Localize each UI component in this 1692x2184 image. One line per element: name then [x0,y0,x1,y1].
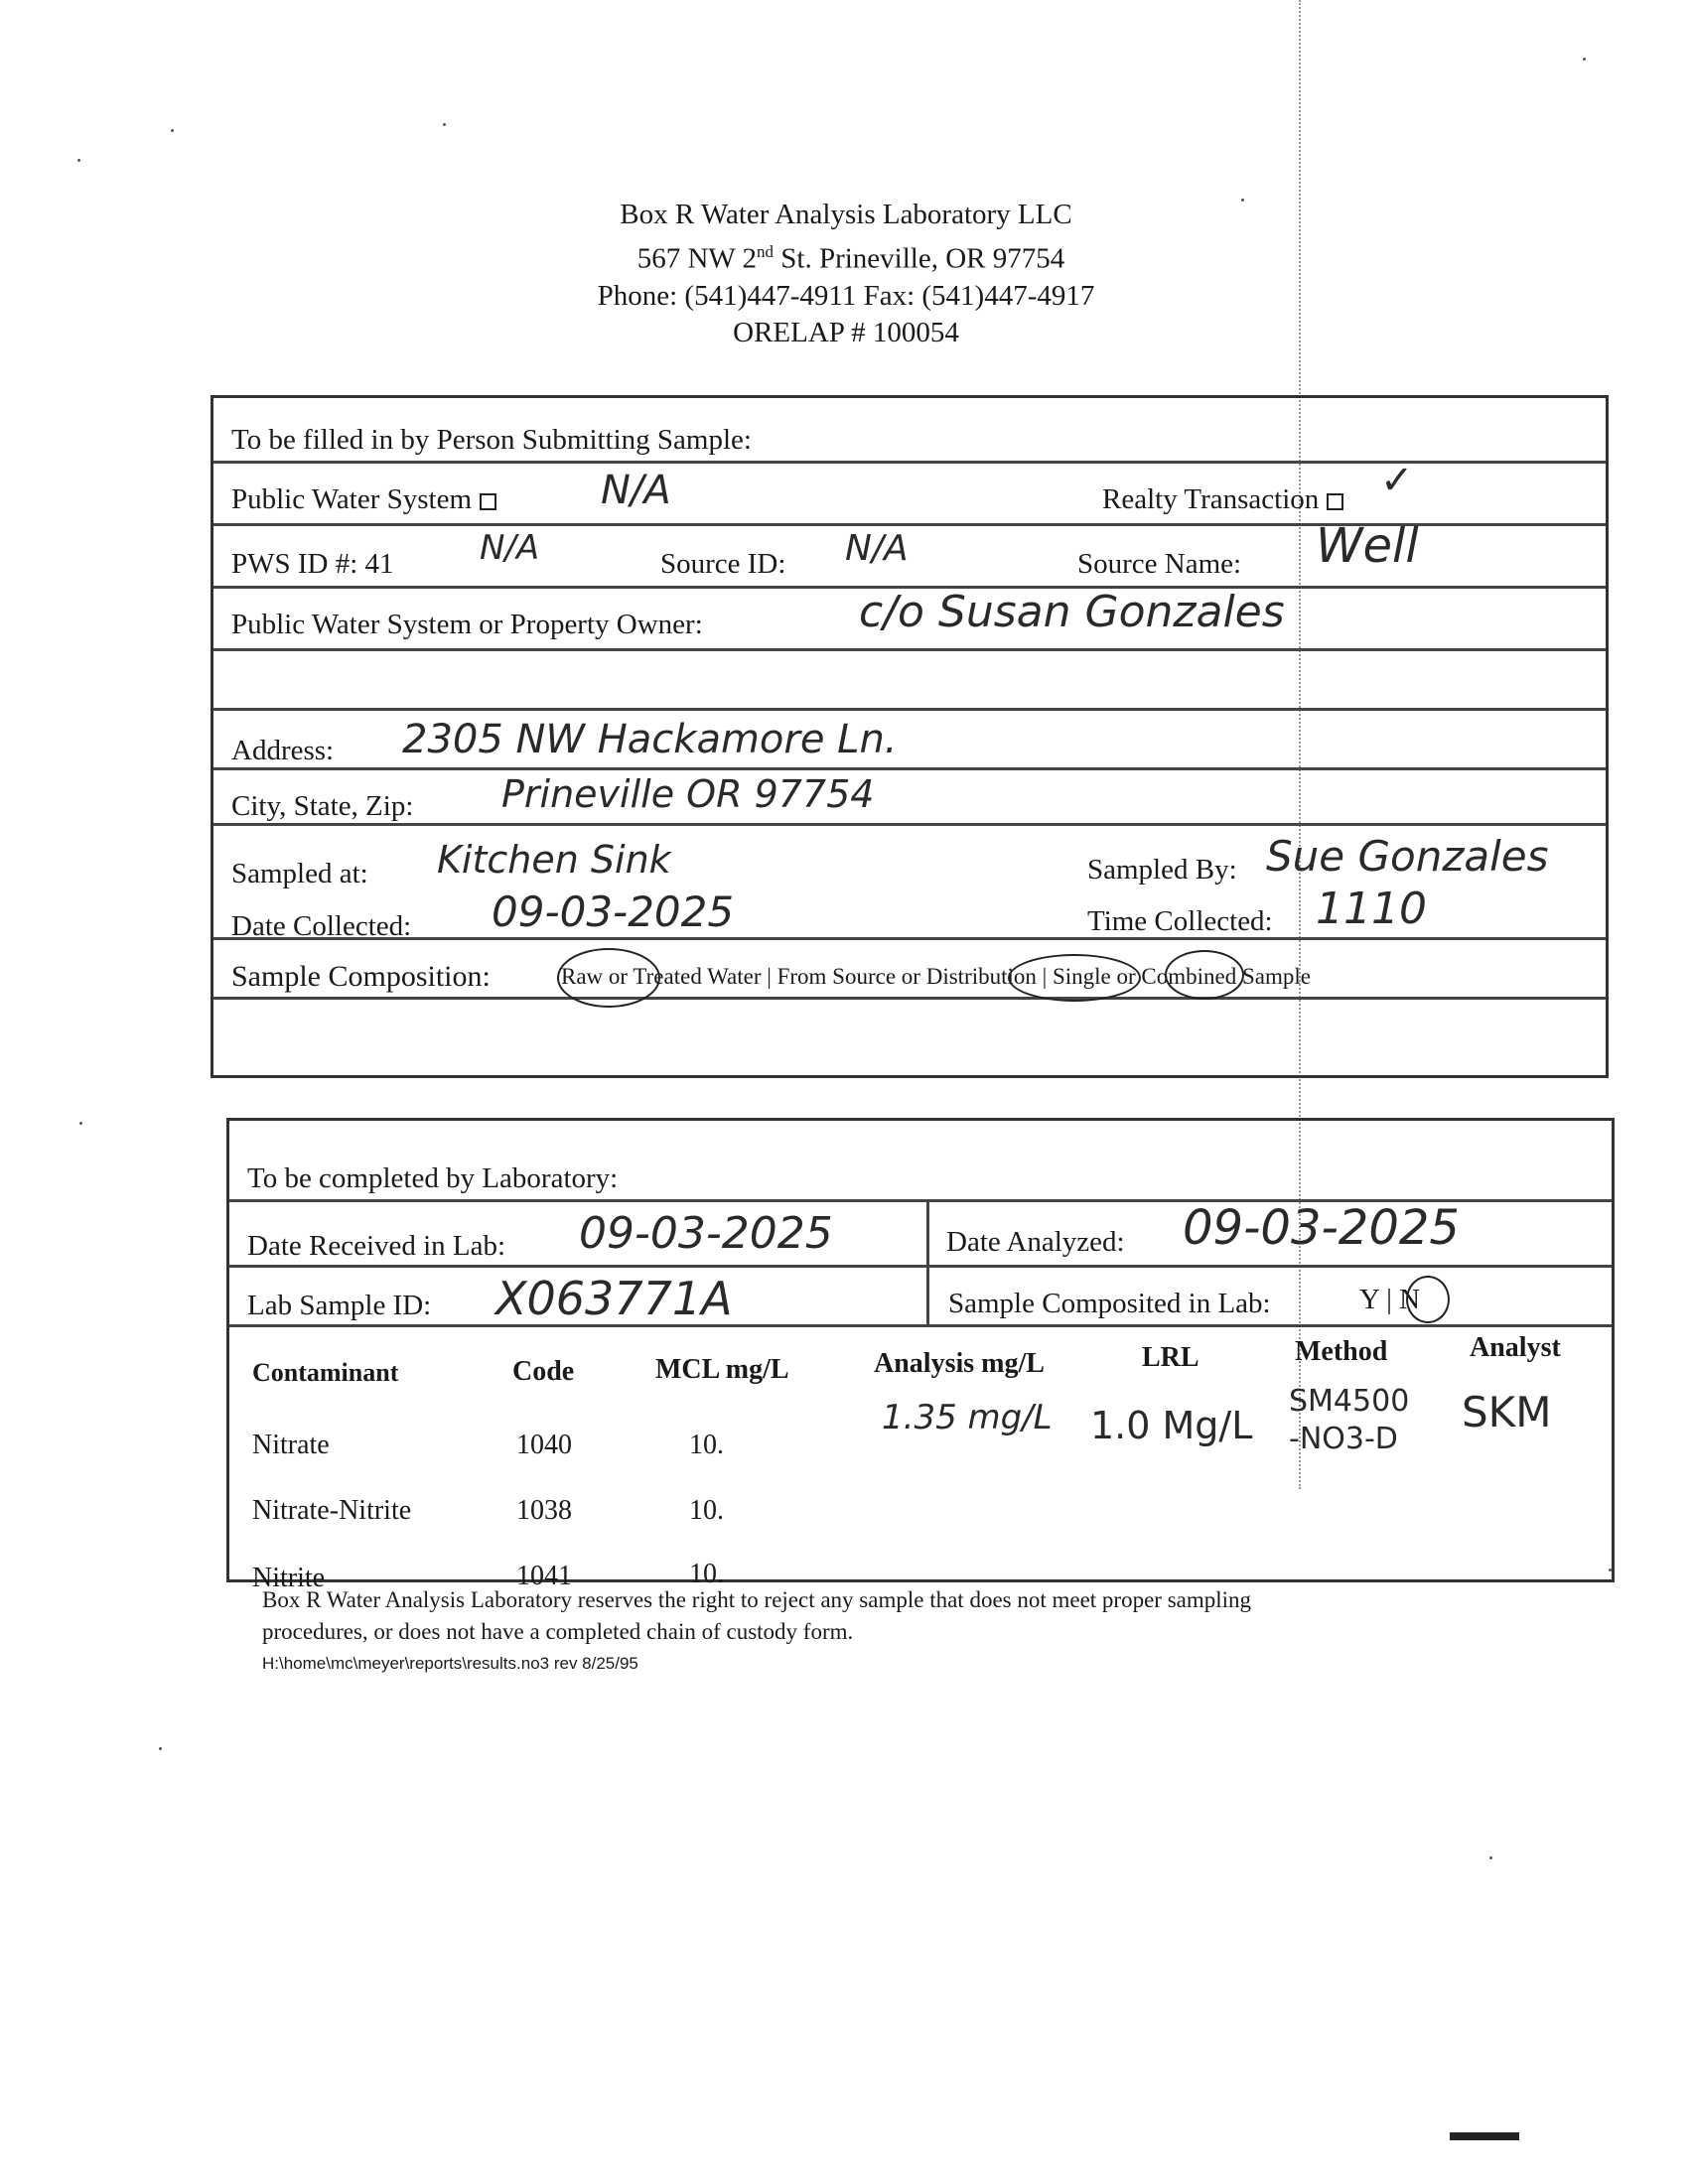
composited-label: Sample Composited in Lab: [948,1288,1271,1319]
lab-address-city: St. Prineville, OR 97754 [774,242,1065,275]
lab-sample-id-value: X063771A [495,1272,733,1325]
date-analyzed-label: Date Analyzed: [946,1226,1125,1258]
nitrate-analyst-value: SKM [1462,1388,1552,1436]
source-name-label: Source Name: [1077,548,1242,580]
source-id-value: N/A [845,528,909,569]
nitrate-lrl-value: 1.0 Mg/L [1090,1404,1253,1447]
col-header-code: Code [512,1356,575,1387]
pws-checkbox[interactable] [480,493,496,510]
col-header-analysis: Analysis mg/L [874,1348,1045,1379]
nitrate-method-line2: -NO3-D [1289,1422,1398,1456]
pws-id-value: N/A [480,528,540,568]
submitter-row-sampled [213,826,1606,940]
col-header-analyst: Analyst [1470,1332,1561,1363]
date-collected-value: 09-03-2025 [492,887,735,936]
composition-options: Raw or Treated Water | From Source or Distribution | Single or Combined Sample [561,964,1311,989]
row-nitrite-code: 1041 [516,1561,572,1591]
distribution-circle-mark [1008,954,1141,1002]
row-nitrite-mcl: 10. [689,1559,724,1589]
col-header-contaminant: Contaminant [252,1358,399,1387]
lab-divider [926,1202,929,1327]
footer-line-2: procedures, or does not have a completed chain of custody form. [262,1619,854,1644]
lab-address-sup: nd [757,242,775,261]
row-nitrate-contaminant: Nitrate [252,1430,330,1460]
owner-label: Public Water System or Property Owner: [231,609,703,640]
date-received-label: Date Received in Lab: [247,1230,506,1262]
submitter-row-title [213,398,1606,464]
lab-address [10,233,1692,278]
composited-options: Y | N [1359,1284,1421,1315]
source-id-label: Source ID: [660,548,786,580]
row-nitrite-contaminant: Nitrite [252,1563,326,1593]
submitter-row-owner [213,589,1606,651]
city-value: Prineville OR 97754 [501,772,875,816]
realty-check-mark: ✓ [1380,458,1414,503]
pws-label-text: Public Water System [231,483,472,515]
lab-row-title [229,1121,1612,1202]
submitter-section-title: To be filled in by Person Submitting Sample: [231,424,752,456]
date-collected-label: Date Collected: [231,910,412,942]
submitter-row-last [213,1000,1606,1069]
sampled-at-label: Sampled at: [231,858,368,889]
sampled-by-label: Sampled By: [1087,854,1237,886]
realty-label [1102,483,1343,516]
scan-speck [1583,58,1586,61]
footer-disclaimer [262,1584,1251,1680]
footer-file-path: H:\home\mc\meyer\reports\results.no3 rev 8/25/95 [262,1654,638,1673]
lab-address-street: 567 NW 2 [636,242,758,275]
lab-name: Box R Water Analysis Laboratory LLC [620,199,1072,230]
lab-phone: Phone: (541)447-4911 Fax: (541)447-4917 [597,279,1095,312]
row-nitrate-mcl: 10. [689,1430,724,1460]
lab-row-ids [229,1268,1612,1327]
col-header-mcl: MCL mg/L [655,1354,789,1385]
realty-label-text: Realty Transaction [1102,483,1320,515]
footer-line-1: Box R Water Analysis Laboratory reserves the right to reject any sample that does not meet proper sampling [262,1587,1252,1612]
nitrate-analysis-value: 1.35 mg/L [882,1398,1053,1437]
scan-speck [159,1747,162,1750]
city-label: City, State, Zip: [231,790,414,822]
submitter-row-blank [213,651,1606,711]
lab-sample-id-label: Lab Sample ID: [247,1290,432,1321]
lab-header [0,197,1692,351]
scan-speck [171,129,174,132]
col-header-lrl: LRL [1142,1342,1199,1373]
submitter-row-ids [213,518,1606,589]
address-label: Address: [231,735,335,766]
row-nitrate-nitrite-mcl: 10. [689,1495,724,1526]
lab-section-title: To be completed by Laboratory: [247,1162,619,1194]
submitter-row-composition [213,940,1606,1000]
scan-speck [1489,1856,1492,1859]
sampled-by-value: Sue Gonzales [1266,832,1549,881]
realty-checkbox[interactable] [1327,493,1343,510]
row-nitrate-code: 1040 [516,1430,572,1460]
pws-value: N/A [601,468,671,513]
scan-speck [77,159,80,162]
submitter-row-city [213,770,1606,826]
owner-value: c/o Susan Gonzales [859,587,1285,637]
scan-speck [79,1122,82,1125]
composition-label: Sample Composition: [231,960,491,993]
scan-artifact-bar [1450,2132,1519,2140]
pws-id-label: PWS ID #: 41 [231,548,394,580]
scan-speck [443,123,446,126]
submitter-row-pws [213,458,1606,526]
time-collected-value: 1110 [1316,884,1427,934]
time-collected-label: Time Collected: [1087,905,1273,937]
composited-n-circle-mark [1406,1276,1450,1323]
pws-label [231,483,496,516]
raw-circle-mark [557,948,660,1008]
lab-orelap: ORELAP # 100054 [733,316,959,348]
col-header-method: Method [1295,1336,1388,1367]
nitrate-method-line1: SM4500 [1289,1384,1410,1419]
single-circle-mark [1165,950,1244,1000]
lab-row-dates [229,1202,1612,1268]
address-value: 2305 NW Hackamore Ln. [402,717,898,762]
source-name-value: Well [1316,518,1419,574]
date-analyzed-value: 09-03-2025 [1183,1200,1460,1256]
row-nitrate-nitrite-contaminant: Nitrate-Nitrite [252,1495,412,1526]
date-received-value: 09-03-2025 [579,1208,833,1259]
row-nitrate-nitrite-code: 1038 [516,1495,572,1526]
submitter-section [211,395,1609,1078]
submitter-row-address [213,711,1606,770]
sampled-at-value: Kitchen Sink [437,838,671,882]
